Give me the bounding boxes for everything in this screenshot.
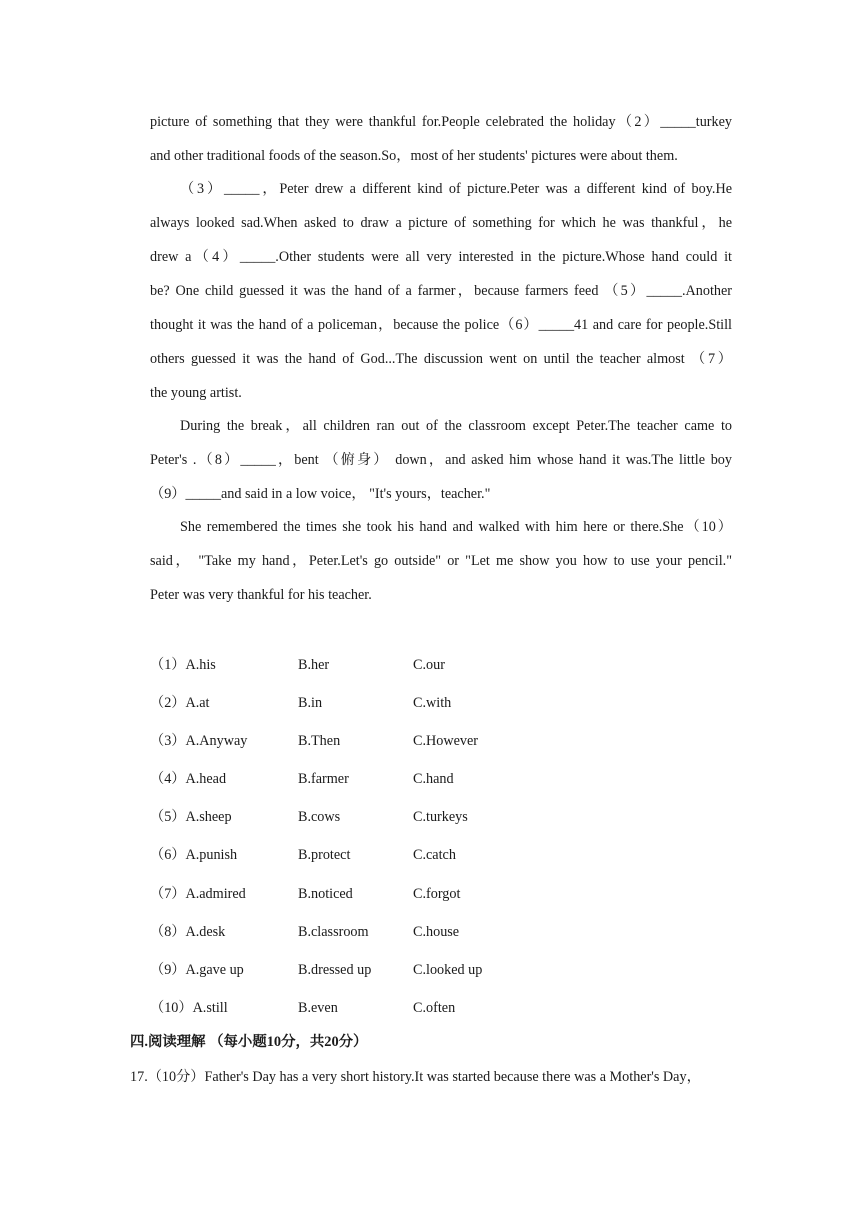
passage-line: During the break，all children ran out of the classroom except Peter.The teacher came to: [180, 418, 732, 434]
section-heading: 四.阅读理解 （每小题10分，共20分）: [130, 1034, 368, 1050]
option-c: C.turkeys: [413, 809, 468, 826]
passage-paragraph-4: [150, 510, 732, 612]
passage-line: drew a（4）_____.Other students were all very interested in the picture.Whose hand could it: [150, 249, 732, 265]
question-17-text: 17.（10分）Father's Day has a very short history.It was started because there was a Mother's Day，: [130, 1069, 701, 1085]
passage-line: picture of something that they were thankful for.People celebrated the holiday（2）_____turkey: [150, 114, 732, 130]
passage-paragraph-3: [150, 409, 732, 511]
option-b: B.even: [298, 999, 338, 1016]
passage-line: （3）_____，Peter drew a different kind of picture.Peter was a different kind of boy.He: [180, 181, 732, 197]
passage-line: Peter was very thankful for his teacher.: [150, 587, 372, 603]
passage-line: Peter's .（8）_____，bent （俯身） down，and asked him whose hand it was.The little boy: [150, 452, 732, 468]
passage-paragraph-2: [150, 172, 732, 410]
option-a: （5）A.sheep: [150, 809, 232, 826]
passage-line: be? One child guessed it was the hand of a farmer，because farmers feed （5）_____.Another: [150, 283, 732, 299]
option-c: C.catch: [413, 847, 456, 864]
option-b: B.noticed: [298, 885, 353, 902]
option-b: B.in: [298, 695, 323, 712]
option-c: C.However: [413, 733, 479, 750]
option-a: （2）A.at: [150, 695, 210, 712]
option-b: B.Then: [298, 733, 341, 750]
option-c: C.with: [413, 695, 452, 712]
option-c: C.hand: [413, 771, 454, 788]
passage-line: always looked sad.When asked to draw a picture of something for which he was thankful，he: [150, 215, 732, 231]
option-b: B.her: [298, 657, 330, 673]
option-b: B.classroom: [298, 923, 369, 940]
passage-line: and other traditional foods of the season.So，most of her students' pictures were about them.: [150, 148, 678, 164]
passage-line: （9）_____and said in a low voice， "It's yours，teacher.": [150, 486, 491, 502]
passage-line: She remembered the times she took his hand and walked with him here or there.She（10）: [180, 519, 732, 535]
option-a: （6）A.punish: [150, 847, 238, 864]
passage-paragraph-1: [150, 105, 732, 173]
passage-line: said， "Take my hand，Peter.Let's go outside" or "Let me show you how to use your pencil.": [150, 553, 732, 569]
option-a: （8）A.desk: [150, 923, 226, 940]
option-a: （7）A.admired: [150, 885, 246, 902]
option-a: （3）A.Anyway: [150, 733, 248, 750]
option-b: B.cows: [298, 809, 341, 826]
option-c: C.our: [413, 657, 445, 673]
passage-line: the young artist.: [150, 385, 242, 401]
option-b: B.farmer: [298, 771, 349, 788]
option-a: （4）A.head: [150, 771, 227, 788]
option-c: C.looked up: [413, 961, 483, 978]
option-c: C.forgot: [413, 885, 461, 902]
passage-line: others guessed it was the hand of God...The discussion went on until the teacher almost （7）: [150, 351, 732, 367]
option-c: C.house: [413, 923, 460, 940]
option-b: B.protect: [298, 847, 351, 864]
option-a: （9）A.gave up: [150, 961, 244, 978]
option-b: B.dressed up: [298, 961, 372, 978]
option-a: （10）A.still: [150, 999, 228, 1016]
option-c: C.often: [413, 999, 456, 1016]
option-a: （1）A.his: [150, 657, 216, 673]
passage-line: thought it was the hand of a policeman，because the police（6）_____41 and care for people.Still: [150, 317, 732, 333]
